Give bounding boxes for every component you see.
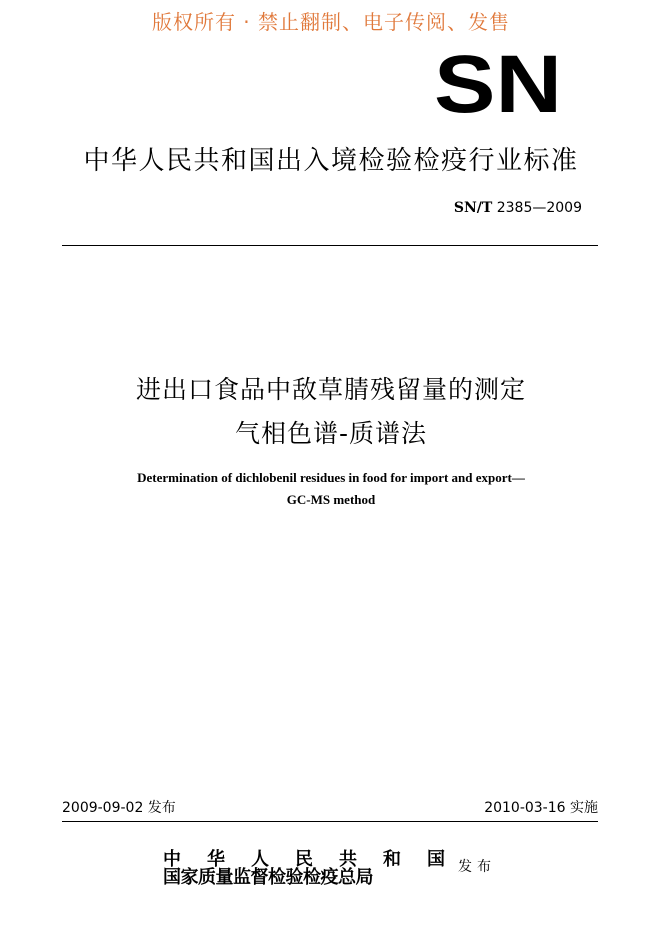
standard-number: 2385—2009 (496, 200, 582, 216)
title-en-line2: GC-MS method (286, 492, 376, 507)
sn-logo-text: SN (434, 50, 562, 116)
title-cn-line1: 进出口食品中敌草腈残留量的测定 (135, 375, 526, 404)
issuer-line2: 国家质量监督检验检疫总局 (163, 867, 373, 888)
organization-title: 中华人民共和国出入境检验检疫行业标准 (83, 146, 579, 176)
copyright-notice: 版权所有 · 禁止翻制、电子传阅、发售 (151, 10, 511, 34)
issue-date: 2009-09-02 发布 (62, 800, 176, 816)
issued-label: 发布 (458, 859, 496, 875)
implementation-date: 2010-03-16 实施 (484, 800, 598, 816)
title-en-line1: Determination of dichlobenil residues in food for import and export— (137, 470, 525, 485)
top-divider (62, 245, 598, 246)
standard-code (454, 200, 582, 216)
sn-logo (432, 50, 564, 116)
bottom-divider (62, 821, 598, 822)
title-cn-line2: 气相色谱-质谱法 (234, 419, 428, 448)
standard-prefix: SN/T (453, 200, 493, 216)
issuer-line1: 中华人民共和国 (163, 849, 445, 870)
